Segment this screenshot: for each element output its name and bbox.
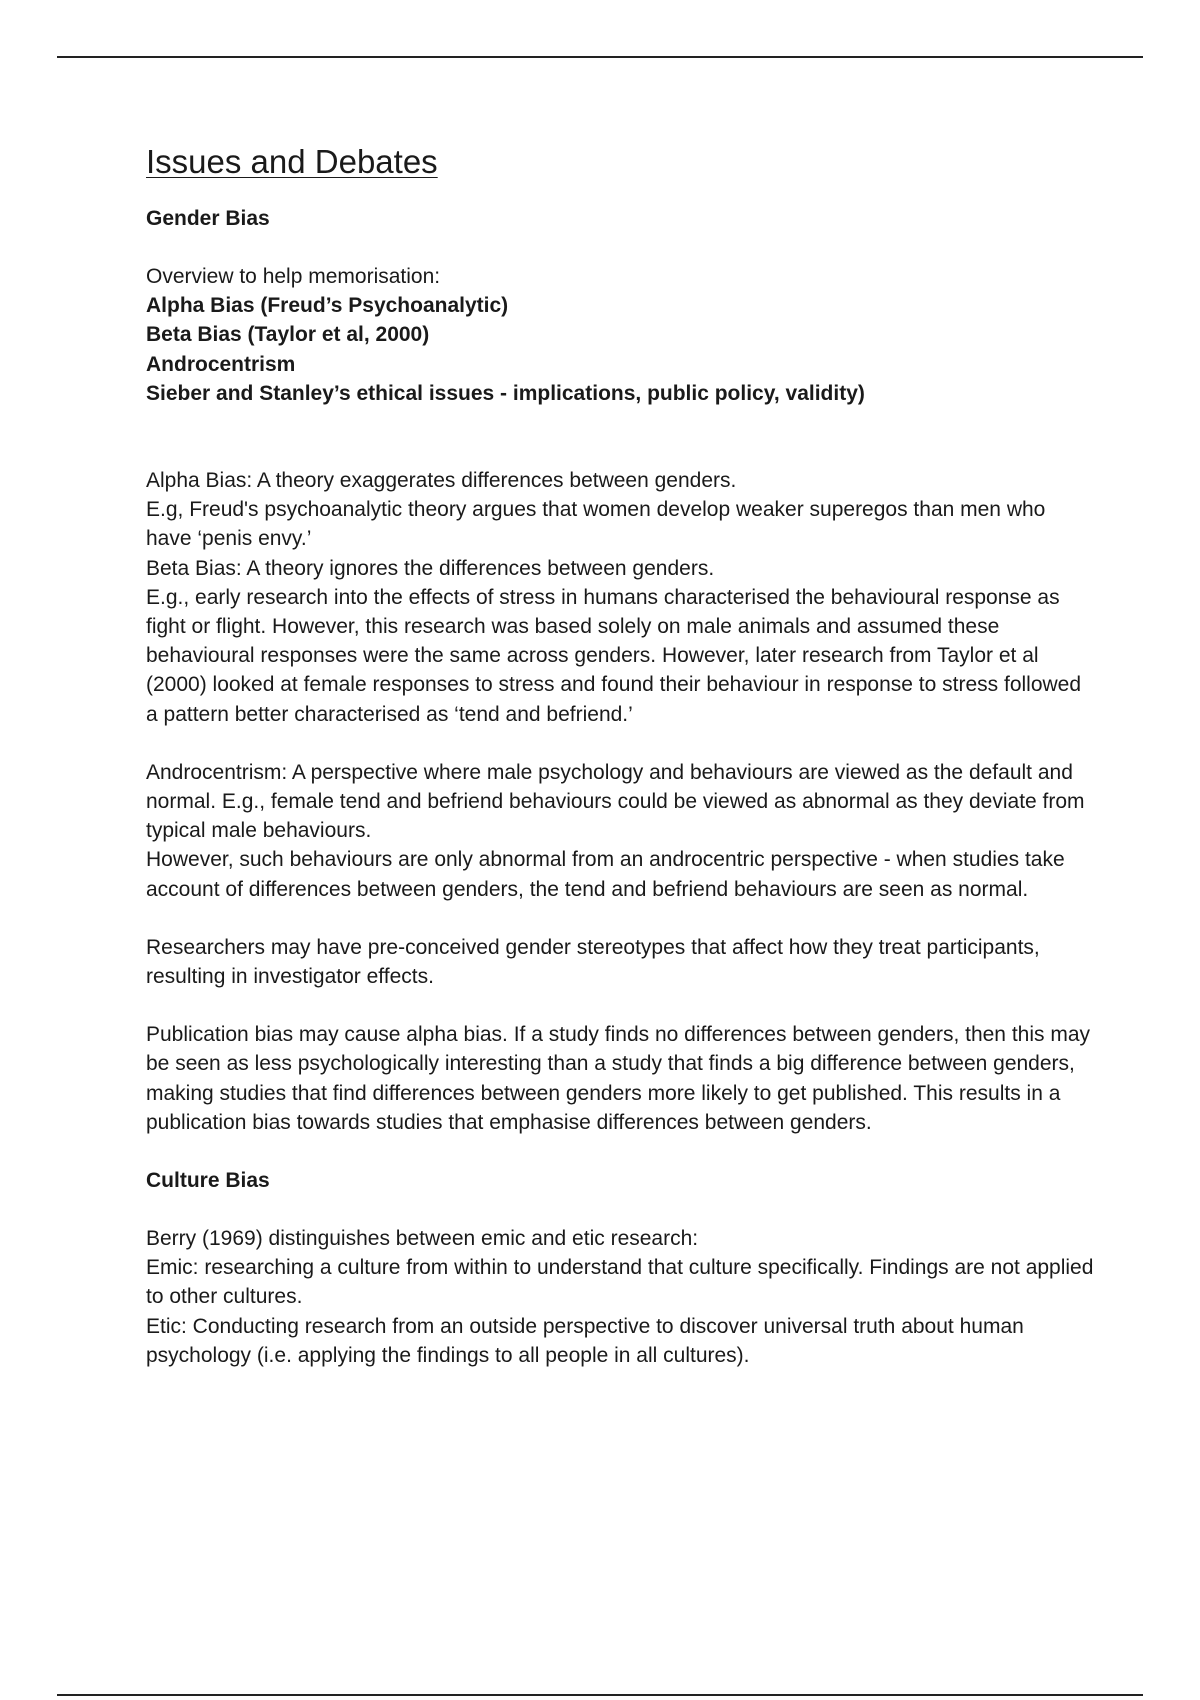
beta-bias-definition: Beta Bias: A theory ignores the differences between genders.: [146, 556, 715, 580]
overview-item: Alpha Bias (Freud’s Psychoanalytic): [146, 294, 509, 318]
bottom-rule: [57, 1694, 1143, 1696]
publication-bias-paragraph: Publication bias may cause alpha bias. If a study finds no differences between genders, then this may be seen as less psychologically interesting than a study that finds a big difference between genders, making studies that find differences between genders more likely to get published. This results in a publication bias towards studies that emphasise differences between genders.: [146, 1023, 1091, 1134]
overview-intro: Overview to help memorisation:: [146, 265, 441, 288]
berry-paragraph: Berry (1969) distinguishes between emic and etic research:: [146, 1227, 699, 1251]
researchers-paragraph: Researchers may have pre-conceived gender stereotypes that affect how they treat participants, resulting in investigator effects.: [146, 935, 1040, 989]
etic-paragraph: Etic: Conducting research from an outside perspective to discover universal truth about human psychology (i.e. applying the findings to all people in all cultures).: [146, 1314, 1024, 1367]
overview-item: Androcentrism: [146, 352, 296, 376]
alpha-bias-example: E.g, Freud's psychoanalytic theory argues that women develop weaker superegos than men who have ‘penis envy.’: [146, 498, 1046, 551]
androcentrism-note: However, such behaviours are only abnormal from an androcentric perspective - when studies take account of differences between genders, the tend and befriend behaviours are seen as normal.: [146, 848, 1065, 901]
overview-item: Beta Bias (Taylor et al, 2000): [146, 323, 430, 347]
page-title: Issues and Debates: [146, 143, 438, 180]
overview-item: Sieber and Stanley’s ethical issues - implications, public policy, validity): [146, 381, 865, 405]
document-body: [146, 142, 1096, 1370]
section-heading-culture-bias: Culture Bias: [146, 1169, 270, 1193]
emic-paragraph: Emic: researching a culture from within to understand that culture specifically. Findings are not applied to other cultures.: [146, 1256, 1094, 1309]
beta-bias-example: E.g., early research into the effects of stress in humans characterised the behavioural response as fight or flight. However, this research was based solely on male animals and assumed these behavioural responses were the same across genders. However, later research from Taylor et al (2000) looked at female responses to stress and found their behaviour in response to stress followed a pattern better characterised as ‘tend and befriend.’: [146, 585, 1082, 726]
section-heading-gender-bias: Gender Bias: [146, 207, 270, 230]
androcentrism-definition: Androcentrism: A perspective where male psychology and behaviours are viewed as the default and normal. E.g., female tend and befriend behaviours could be viewed as abnormal as they deviate from typical male behaviours.: [146, 760, 1085, 843]
top-rule: [57, 56, 1143, 58]
alpha-bias-definition: Alpha Bias: A theory exaggerates differences between genders.: [146, 469, 737, 493]
